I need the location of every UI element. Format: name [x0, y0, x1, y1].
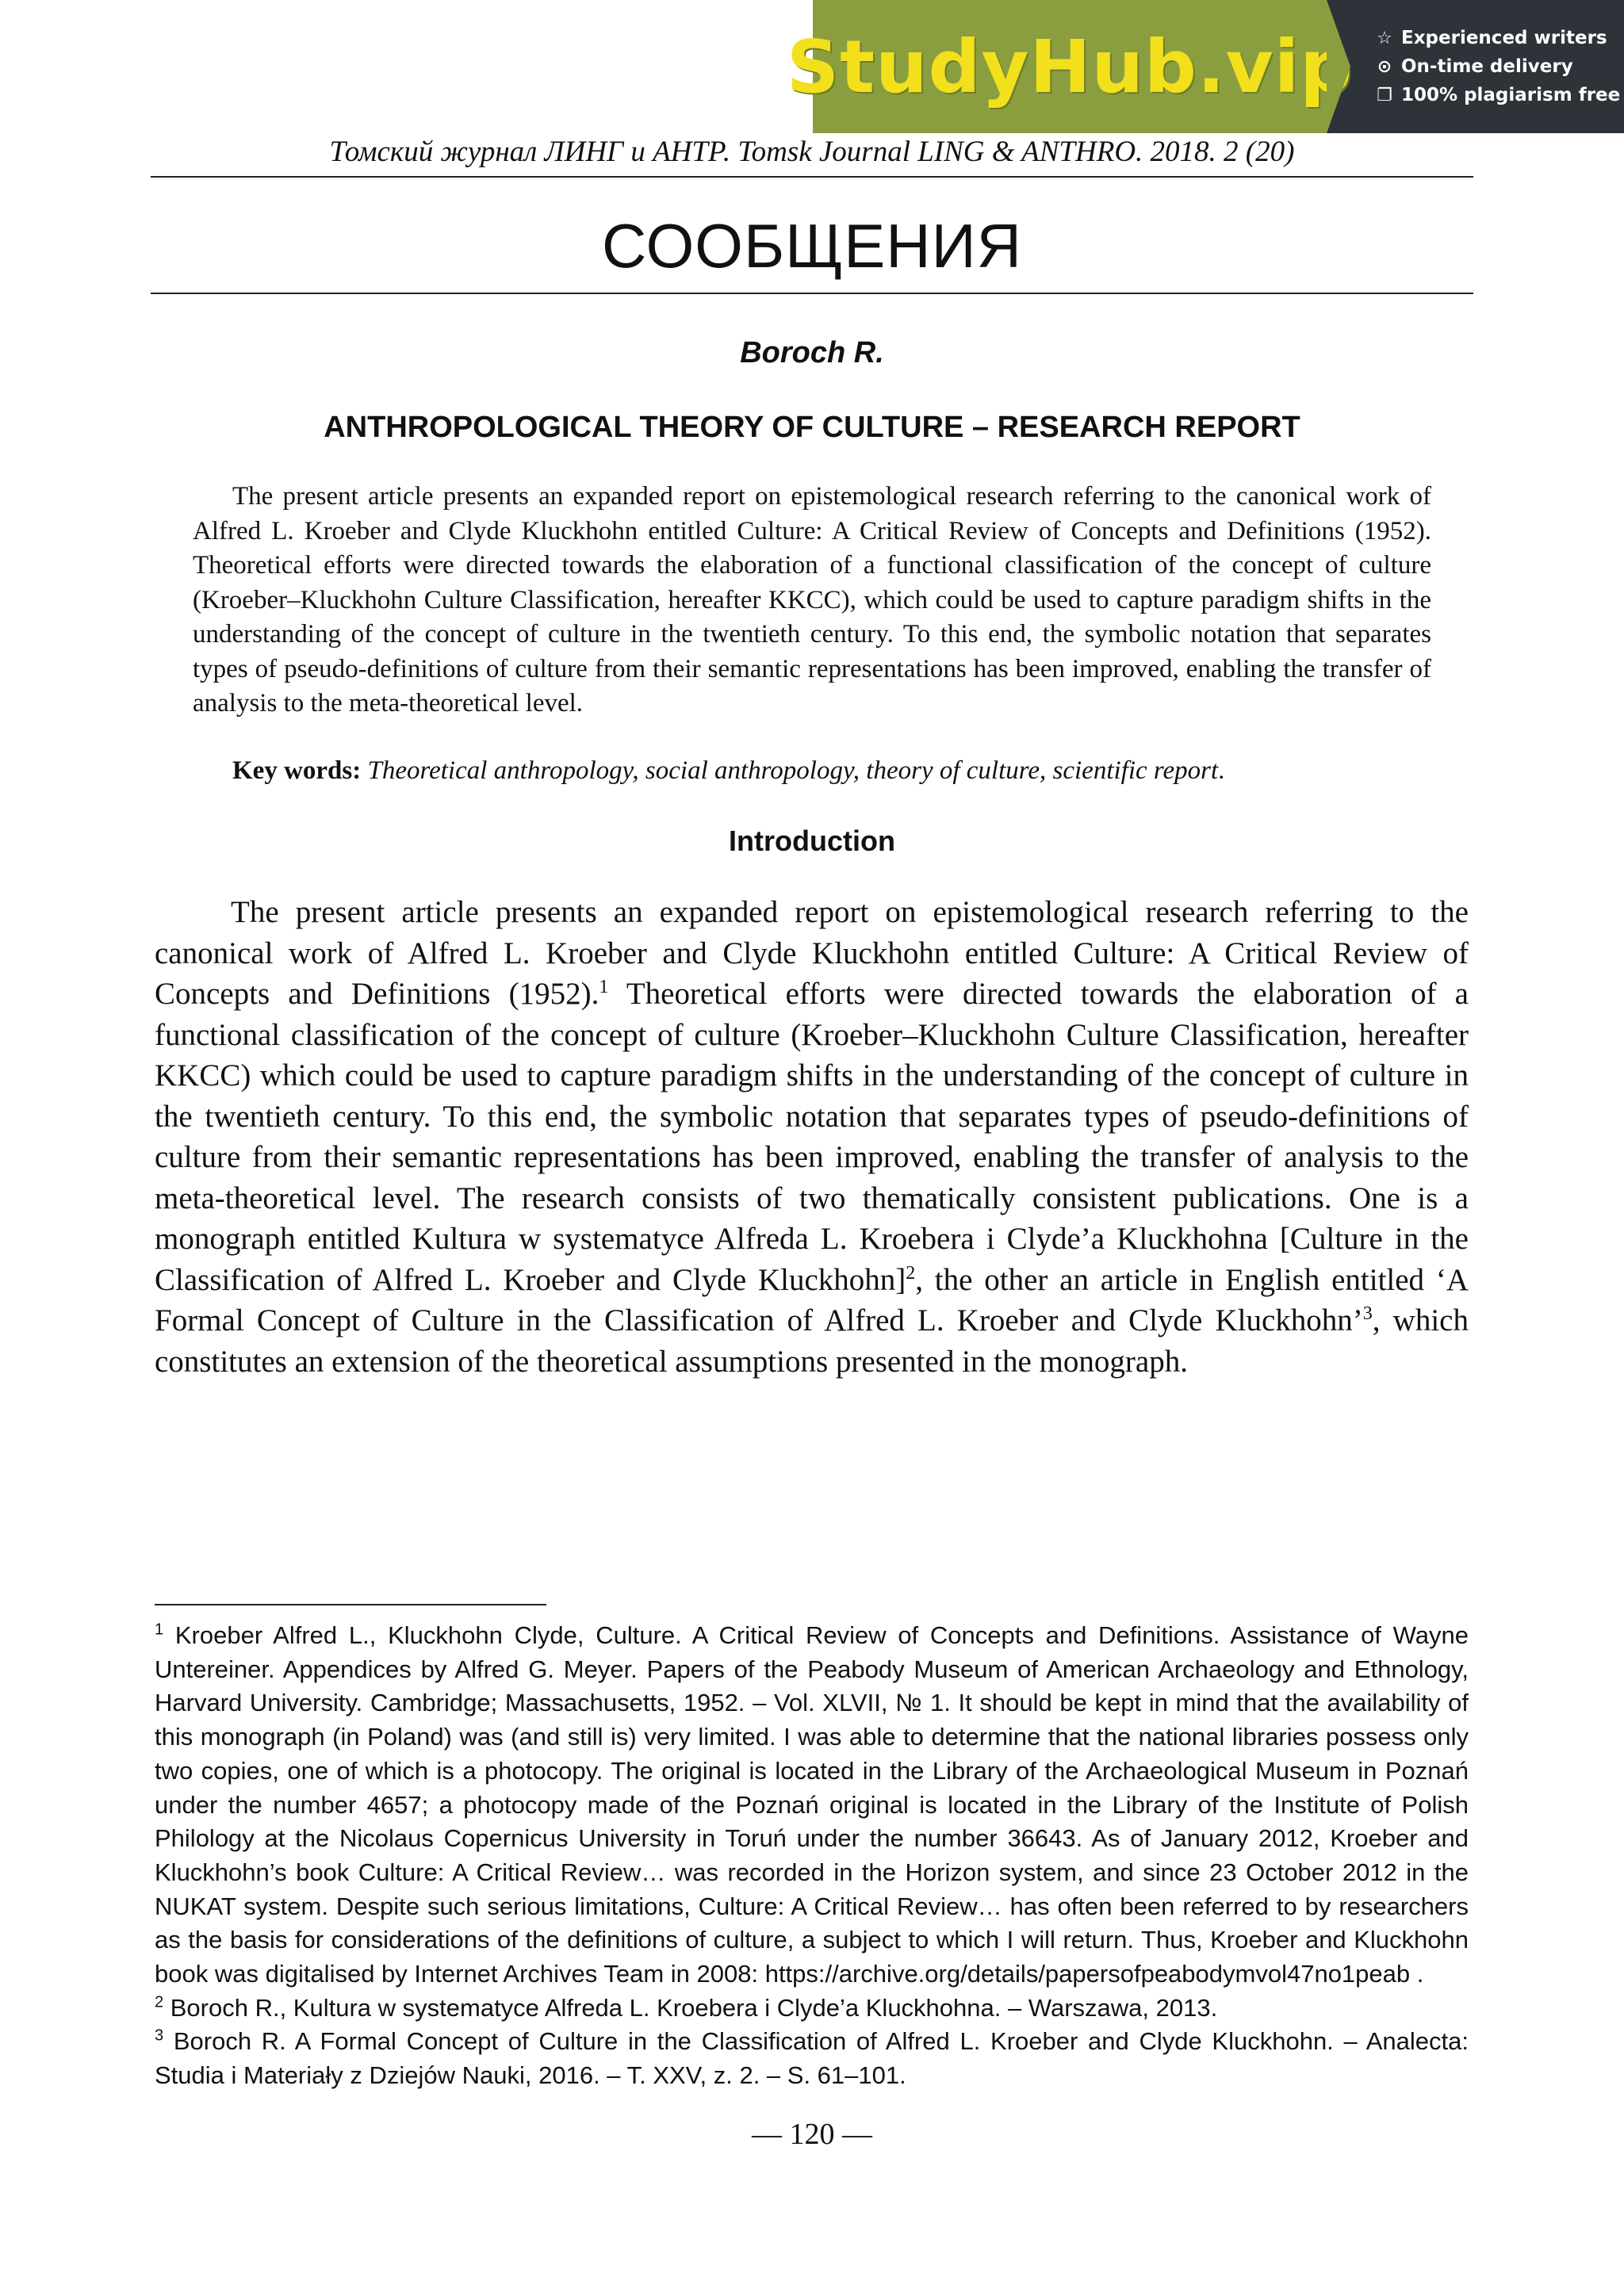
section-rule: [151, 293, 1473, 294]
footnote: [155, 1992, 1469, 2026]
footnote-text: Boroch R. A Formal Concept of Culture in the Classification of Alfred L. Kroeber and Clyde Kluckhohn. – Analecta: Studia i Materiały z Dziejów Nauki, 2016. – T. XXV, z. 2. – S. 61–101.: [155, 2027, 1469, 2090]
footnote-ref[interactable]: 3: [1362, 1303, 1373, 1324]
footnote-text: Kroeber Alfred L., Kluckhohn Clyde, Culture. A Critical Review of Concepts and Definitions. Assistance of Wayne Untereiner. Appendices by Alfred G. Meyer. Papers of the Peabody Museum of American Archaeology and Ethnology, Harvard University. Cambridge; Massachusetts, 1952. – Vol. XLVII, № 1. It should be kept in mind that the availability of this monograph (in Poland) was (and still is) very limited. I was able to determine that the national libraries possess only two copies, one of which is a photocopy. The original is located in the Library of the Archaeological Museum in Poznań under the number 4657; a photocopy made of the Poznań original is located in the Library of the Institute of Polish Philology at the Nicolaus Copernicus University in Toruń under the number 36643. As of January 2012, Kroeber and Kluckhohn’s book Culture: A Critical Review… was recorded in the Horizon system, and since 23 October 2012 in the NUKAT system. Despite such serious limitations, Culture: A Critical Review… has often been referred to by researchers as the basis for considerations of the definitions of culture, a subject to which I will return. Thus, Kroeber and Kluckhohn book was digitalised by Internet Archives Team in 2008: https://archive.org/details/papersofpeabodymvol47no1peab .: [155, 1621, 1469, 1988]
footnote-ref[interactable]: 2: [906, 1262, 916, 1284]
keywords-label: Key words:: [232, 756, 362, 785]
feature-label: On-time delivery: [1401, 56, 1573, 77]
feature-plagiarism-free: [1376, 85, 1624, 105]
keywords-text: Theoretical anthropology, social anthropology, theory of culture, scientific report: [367, 756, 1219, 785]
footnote-number: 3: [155, 2027, 164, 2045]
footnote: [155, 1619, 1469, 1992]
introduction-heading: Introduction: [729, 825, 895, 857]
studyhub-logo[interactable]: [786, 0, 1354, 133]
paragraph-text: The present article presents an expanded report on epistemological research referring to the canonical work of Alfred L. Kroeber and Clyde Kluckhohn entitled Culture: A Critical Review of Concepts and Definitions (1952).: [155, 895, 1469, 1011]
abstract: The present article presents an expanded report on epistemological research referring to the canonical work of Alfred L. Kroeber and Clyde Kluckhohn entitled Culture: A Critical Review of Concepts and Definitions (1952). Theoretical efforts were directed towards the elaboration of a functional classification of the concept of culture (Kroeber–Kluckhohn Culture Classification, hereafter KKCC), which could be used to capture paradigm shifts in the understanding of the concept of culture in the twentieth century. To this end, the symbolic notation that separates types of pseudo-definitions of culture from their semantic representations has been improved, enabling the transfer of analysis to the meta-theoretical level.: [193, 482, 1431, 718]
copy-icon: ❐: [1377, 85, 1392, 105]
paragraph-text: , the other an article in English entitled ‘A Formal Concept of Culture in the Classification of Alfred L. Kroeber and Clyde Kluckhohn’: [155, 1262, 1469, 1337]
keywords: [193, 754, 1431, 788]
star-icon: ☆: [1377, 28, 1392, 48]
footnote-text: Boroch R., Kultura w systematyce Alfreda L. Kroebera i Clyde’a Kluckhohna. – Warszawa, 2013.: [170, 1993, 1218, 2022]
paragraph-text: , which constitutes an extension of the theoretical assumptions presented in the monograph.: [155, 1303, 1469, 1379]
banner-features: [1327, 0, 1624, 133]
header-rule: [151, 176, 1473, 178]
introduction-paragraph: [155, 892, 1469, 1382]
logo-text: StudyHub.vip: [786, 24, 1354, 109]
footnote-number: 1: [155, 1621, 164, 1639]
section-title: СООБЩЕНИЯ: [601, 211, 1022, 281]
footnote-number: 2: [155, 1993, 164, 2011]
paragraph-text: Theoretical efforts were directed towards the elaboration of a functional classification of the concept of culture (Kroeber–Kluckhohn Culture Classification, hereafter KKCC) which could be used to capture paradigm shifts in the understanding of the concept of culture in the twentieth century. To this end, the symbolic notation that separates types of pseudo-definitions of culture from their semantic representations has been improved, enabling the transfer of analysis to the meta-theoretical level. The research consists of two thematically consistent publications. One is a monograph entitled Kultura w systematyce Alfreda L. Kroebera i Clyde’a Kluckhohna [Culture in the Classification of Alfred L. Kroeber and Clyde Kluckhohn]: [155, 977, 1469, 1297]
footnote-ref[interactable]: 1: [599, 977, 609, 997]
feature-label: 100% plagiarism free: [1401, 85, 1621, 105]
author: Boroch R.: [740, 336, 884, 369]
footnote: [155, 2025, 1469, 2092]
page-number: — 120 —: [752, 2118, 872, 2151]
banner-arrow-shape: [1327, 0, 1350, 133]
feature-on-time-delivery: [1376, 56, 1624, 77]
feature-experienced-writers: [1376, 28, 1624, 48]
studyhub-banner[interactable]: [786, 0, 1624, 133]
keywords-end: .: [1218, 756, 1225, 785]
feature-label: Experienced writers: [1401, 28, 1607, 48]
article-title: ANTHROPOLOGICAL THEORY OF CULTURE – RESEARCH REPORT: [324, 411, 1300, 444]
footnote-rule: [155, 1604, 546, 1605]
running-header: Томский журнал ЛИНГ и АНТР. Tomsk Journal LING & ANTHRO. 2018. 2 (20): [329, 136, 1295, 168]
clock-icon: ⊙: [1377, 56, 1392, 77]
footnotes: [155, 1619, 1469, 2093]
